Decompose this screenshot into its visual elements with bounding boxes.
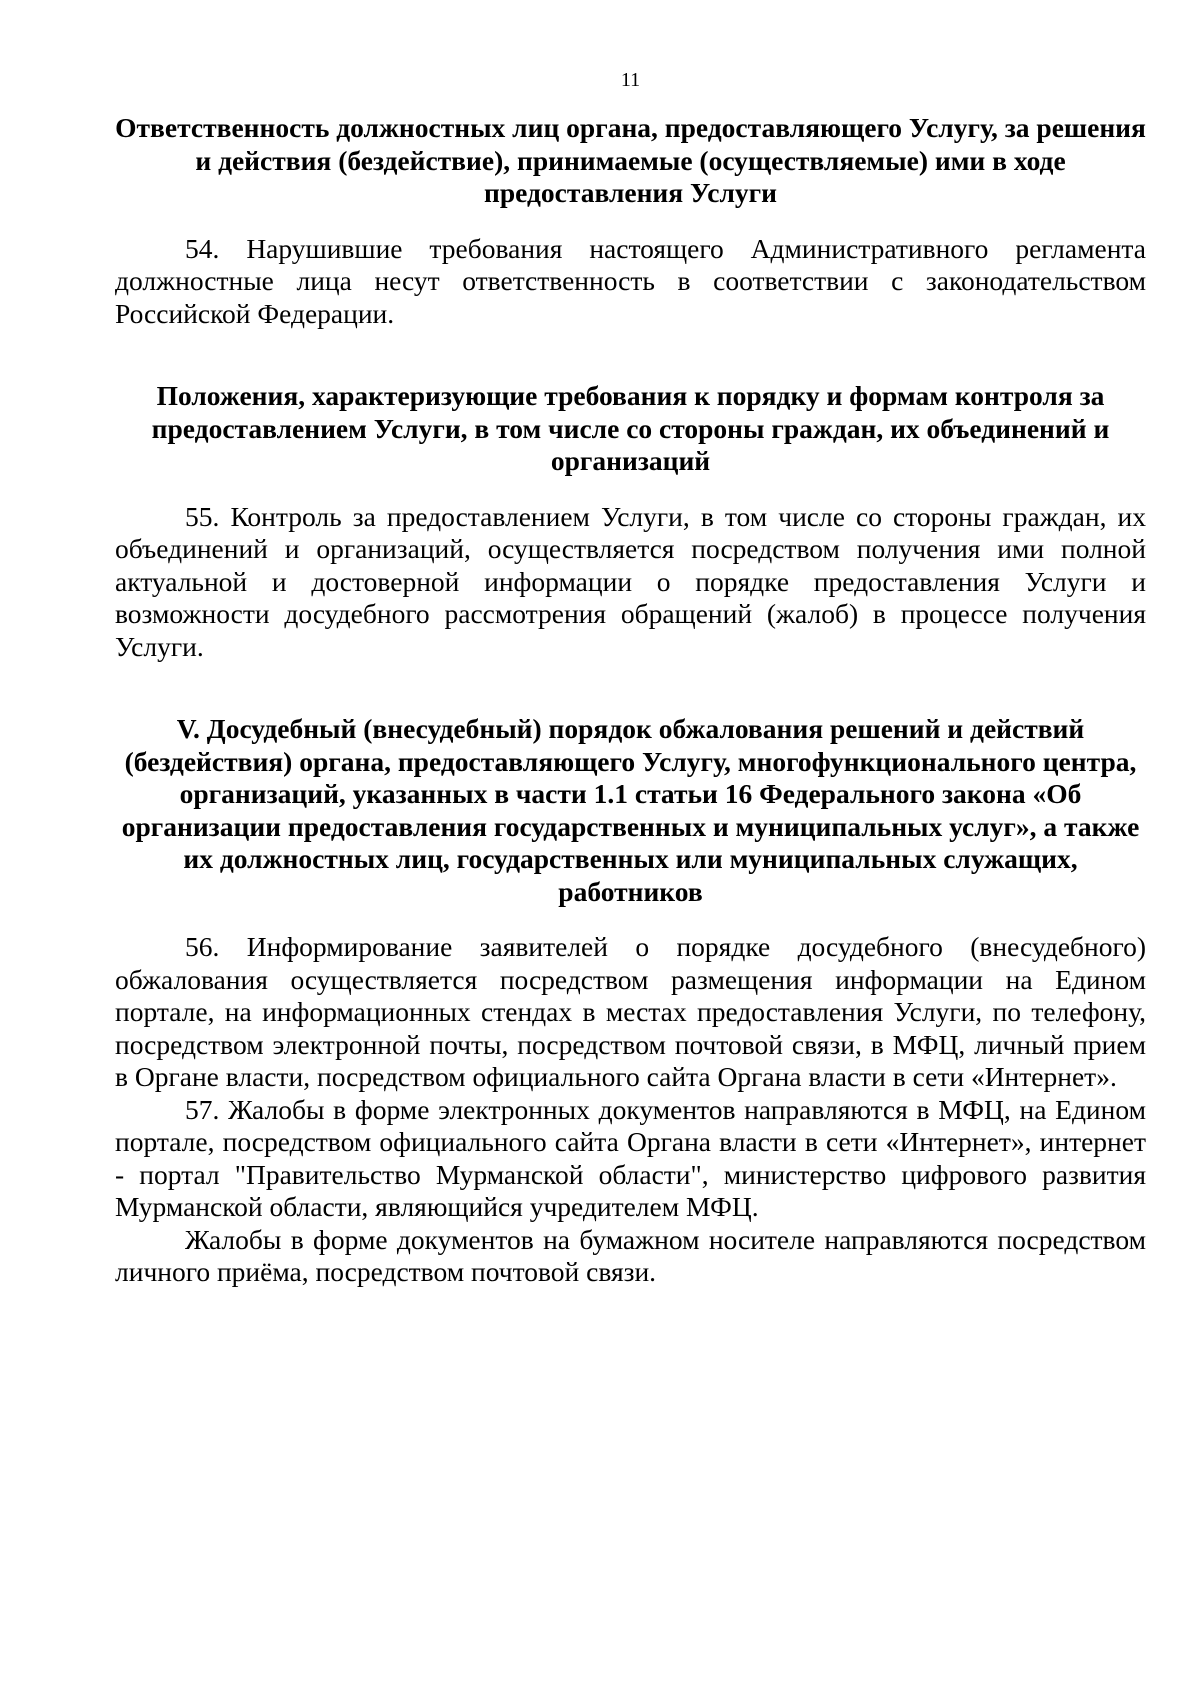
paragraph-57-paper: Жалобы в форме документов на бумажном носителе направляются посредством личного приёма, посредством почтовой связи.	[115, 1223, 1146, 1287]
paragraph-57: 57. Жалобы в форме электронных документов направляются в МФЦ, на Едином портале, посредством официального сайта Органа власти в сети «Интернет», интернет - портал "Правительство Мурманской области", министерство цифрового развития Мурманской области, являющийся учредителем МФЦ.	[115, 1093, 1146, 1222]
paragraph-56: 56. Информирование заявителей о порядке досудебного (внесудебного) обжалования осуществляется посредством размещения информации на Едином портале, на информационных стендах в местах предоставления Услуги, по телефону, посредством электронной почты, посредством почтовой связи, в МФЦ, личный прием в Органе власти, посредством официального сайта Органа власти в сети «Интернет».	[115, 931, 1146, 1092]
section-heading-appeal: V. Досудебный (внесудебный) порядок обжалования решений и действий (бездействия) органа, предоставляющего Услугу, многофункционального центра, организаций, указанных в части 1.1 статьи 16 Федерального закона «Об организации предоставления государственных и муниципальных услуг», а также их должностных лиц, государственных или муниципальных служащих, работников	[121, 713, 1140, 907]
paragraph-54: 54. Нарушившие требования настоящего Административного регламента должностные лица несут ответственность в соответствии с законодательством Российской Федерации.	[115, 232, 1146, 329]
paragraph-55: 55. Контроль за предоставлением Услуги, в том числе со стороны граждан, их объединений и организаций, осуществляется посредством получения ими полной актуальной и достоверной информации о порядке предоставления Услуги и возможности досудебного рассмотрения обращений (жалоб) в процессе получения Услуги.	[115, 500, 1146, 662]
page-number: 11	[620, 69, 641, 91]
document-page	[115, 68, 1146, 1289]
section-heading-responsibility: Ответственность должностных лиц органа, предоставляющего Услугу, за решения и действия (бездействие), принимаемые (осуществляемые) ими в ходе предоставления Услуги	[115, 112, 1146, 208]
section-heading-control: Положения, характеризующие требования к порядку и формам контроля за предоставлением Услуги, в том числе со стороны граждан, их объединений и организаций	[151, 380, 1110, 476]
